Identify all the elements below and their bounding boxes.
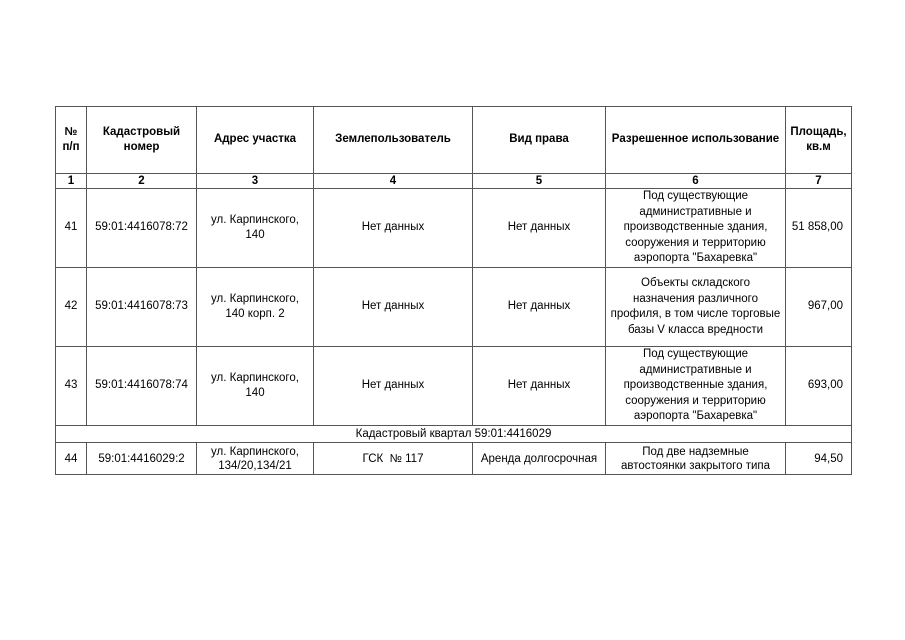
column-number-row bbox=[56, 174, 852, 189]
cadastral-number: 59:01:4416078:74 bbox=[87, 347, 197, 426]
cadastral-number: 59:01:4416078:72 bbox=[87, 189, 197, 268]
permitted-use: Под существующие административные и производственные здания, сооружения и территорию аэропорта "Бахаревка" bbox=[606, 347, 786, 426]
column-number: 6 bbox=[606, 174, 786, 189]
cadastral-number: 59:01:4416078:73 bbox=[87, 268, 197, 347]
address: ул. Карпинского, 140 bbox=[197, 189, 314, 268]
right-type: Нет данных bbox=[473, 268, 606, 347]
address: ул. Карпинского, 140 bbox=[197, 347, 314, 426]
permitted-use: Под существующие административные и производственные здания, сооружения и территорию аэропорта "Бахаревка" bbox=[606, 189, 786, 268]
column-number: 2 bbox=[87, 174, 197, 189]
row-number: 43 bbox=[56, 347, 87, 426]
column-number: 4 bbox=[314, 174, 473, 189]
area: 94,50 bbox=[786, 443, 852, 475]
table-row bbox=[56, 268, 852, 347]
land-user: Нет данных bbox=[314, 347, 473, 426]
table-header-row bbox=[56, 107, 852, 174]
row-number: 42 bbox=[56, 268, 87, 347]
right-type: Нет данных bbox=[473, 347, 606, 426]
right-type: Аренда долгосрочная bbox=[473, 443, 606, 475]
table-row bbox=[56, 347, 852, 426]
area: 967,00 bbox=[786, 268, 852, 347]
cadastral-number: 59:01:4416029:2 bbox=[87, 443, 197, 475]
row-number: 44 bbox=[56, 443, 87, 475]
land-user: Нет данных bbox=[314, 268, 473, 347]
permitted-use: Под две надземные автостоянки закрытого типа bbox=[606, 443, 786, 475]
column-number: 3 bbox=[197, 174, 314, 189]
area: 693,00 bbox=[786, 347, 852, 426]
cadastral-quarter-row bbox=[56, 426, 852, 443]
header-land-user: Землепользователь bbox=[314, 107, 473, 174]
header-right-type: Вид права bbox=[473, 107, 606, 174]
header-permitted-use: Разрешенное использование bbox=[606, 107, 786, 174]
address: ул. Карпинского, 140 корп. 2 bbox=[197, 268, 314, 347]
header-cadastral-number: Кадастровый номер bbox=[87, 107, 197, 174]
cadastral-quarter-label: Кадастровый квартал 59:01:4416029 bbox=[56, 426, 852, 443]
right-type: Нет данных bbox=[473, 189, 606, 268]
land-user: ГСК № 117 bbox=[314, 443, 473, 475]
column-number: 7 bbox=[786, 174, 852, 189]
table-row bbox=[56, 443, 852, 475]
column-number: 5 bbox=[473, 174, 606, 189]
column-number: 1 bbox=[56, 174, 87, 189]
header-address: Адрес участка bbox=[197, 107, 314, 174]
land-registry-table bbox=[55, 106, 852, 475]
land-user: Нет данных bbox=[314, 189, 473, 268]
permitted-use: Объекты складского назначения различного профиля, в том числе торговые базы V класса вредности bbox=[606, 268, 786, 347]
area: 51 858,00 bbox=[786, 189, 852, 268]
address: ул. Карпинского, 134/20,134/21 bbox=[197, 443, 314, 475]
row-number: 41 bbox=[56, 189, 87, 268]
table-row bbox=[56, 189, 852, 268]
header-area: Площадь, кв.м bbox=[786, 107, 852, 174]
header-number: № п/п bbox=[56, 107, 87, 174]
